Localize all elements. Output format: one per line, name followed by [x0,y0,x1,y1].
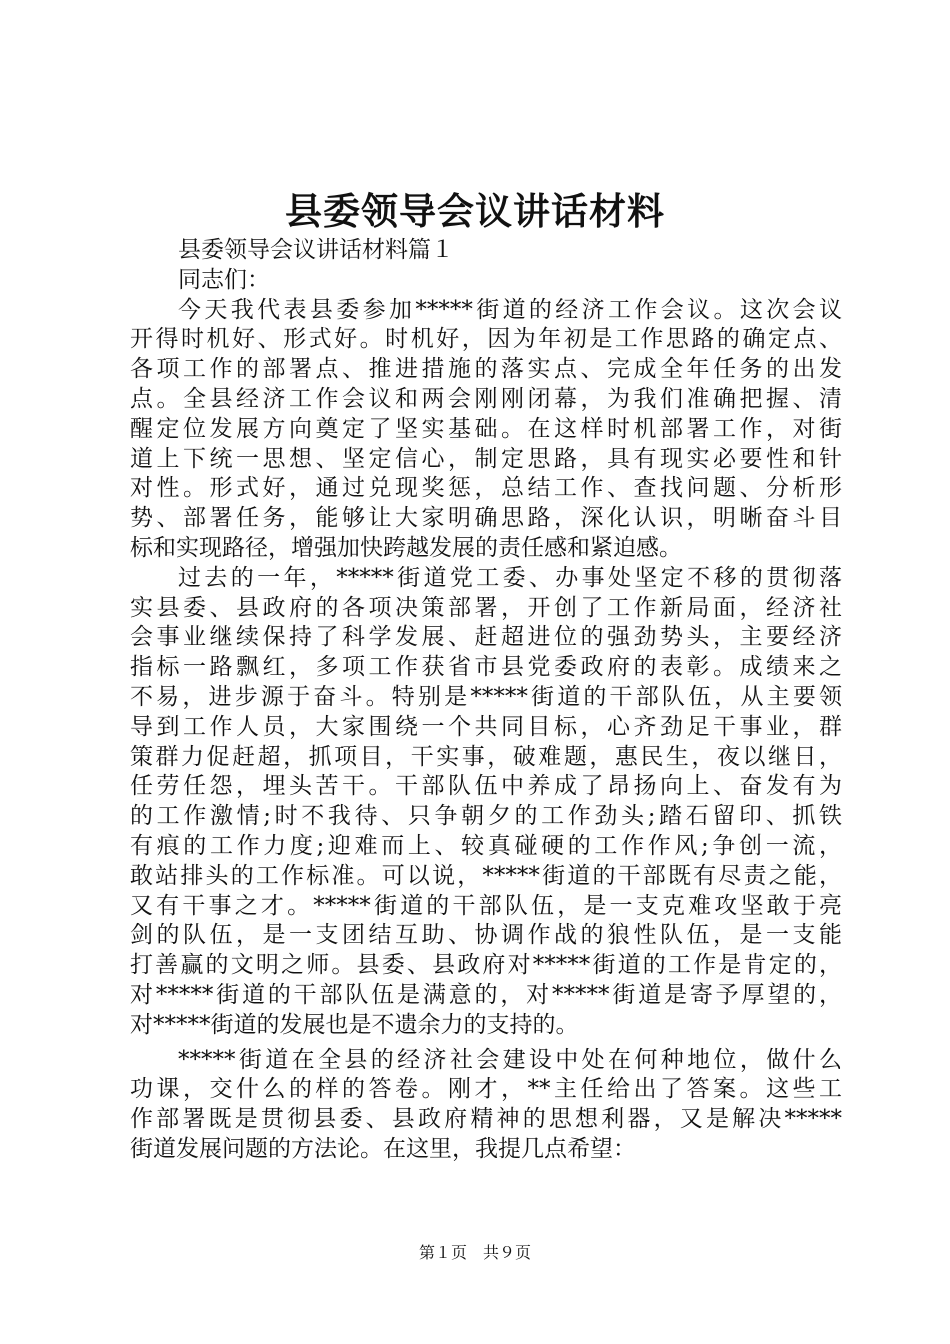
paragraph-line: 的工作激情;时不我待、只争朝夕的工作劲头;踏石留印、抓铁 [130,803,842,830]
paragraph-line: 醒定位发展方向奠定了坚实基础。在这样时机部署工作，对街 [130,415,842,442]
paragraph-line: 策群力促赶超，抓项目，干实事，破难题，惠民生，夜以继日， [130,743,842,770]
section-heading: 县委领导会议讲话材料篇１ [178,237,454,263]
paragraph-line: 对性。形式好，通过兑现奖惩，总结工作、查找问题、分析形 [130,475,842,502]
paragraph-line: 街道发展问题的方法论。在这里，我提几点希望： [130,1135,636,1162]
paragraph-3 [130,1046,842,1165]
paragraph-line: 势、部署任务，能够让大家明确思路，深化认识，明晰奋斗目 [130,505,842,532]
paragraph-line: 点。全县经济工作会议和两会刚刚闭幕，为我们准确把握、清 [130,385,842,412]
paragraph-line: 各项工作的部署点、推进措施的落实点、完成全年任务的出发 [130,356,842,383]
paragraph-line: 敢站排头的工作标准。可以说，*****街道的干部既有尽责之能， [130,862,842,889]
paragraph-line: 导到工作人员，大家围绕一个共同目标，心齐劲足干事业，群 [130,713,842,740]
page-number: 第１页 共９页 [418,1243,531,1262]
salutation: 同志们： [178,266,270,293]
paragraph-line: 实县委、县政府的各项决策部署，开创了工作新局面，经济社 [130,594,842,621]
paragraph-1 [130,296,842,564]
paragraph-line: 打善赢的文明之师。县委、县政府对*****街道的工作是肯定的， [130,952,842,979]
paragraph-line: 对*****街道的发展也是不遗余力的支持的。 [130,1011,579,1038]
paragraph-line: 指标一路飘红，多项工作获省市县党委政府的表彰。成绩来之 [130,654,842,681]
document-title: 县委领导会议讲话材料 [285,189,665,233]
paragraph-line: 今天我代表县委参加*****街道的经济工作会议。这次会议 [178,296,842,323]
paragraph-line: 有痕的工作力度;迎难而上、较真碰硬的工作作风;争创一流， [130,832,842,859]
paragraph-line: 标和实现路径，增强加快跨越发展的责任感和紧迫感。 [130,534,682,561]
paragraph-line: 任劳任怨，埋头苦干。干部队伍中养成了昂扬向上、奋发有为 [130,773,842,800]
paragraph-line: 剑的队伍，是一支团结互助、协调作战的狼性队伍，是一支能 [130,922,842,949]
paragraph-line: 道上下统一思想、坚定信心，制定思路，具有现实必要性和针 [130,445,842,472]
paragraph-line: 过去的一年，*****街道党工委、办事处坚定不移的贯彻落 [178,564,842,591]
paragraph-line: 开得时机好、形式好。时机好，因为年初是工作思路的确定点、 [130,326,842,353]
paragraph-line: 会事业继续保持了科学发展、赶超进位的强劲势头，主要经济 [130,624,842,651]
paragraph-line: 功课，交什么的样的答卷。刚才，**主任给出了答案。这些工 [130,1076,842,1103]
paragraph-line: 作部署既是贯彻县委、县政府精神的思想利器，又是解决***** [130,1106,842,1133]
paragraph-line: 不易，进步源于奋斗。特别是*****街道的干部队伍，从主要领 [130,683,842,710]
paragraph-2 [130,564,842,1041]
paragraph-line: 又有干事之才。*****街道的干部队伍，是一支克难攻坚敢于亮 [130,892,842,919]
paragraph-line: 对*****街道的干部队伍是满意的，对*****街道是寄予厚望的， [130,981,842,1008]
paragraph-line: *****街道在全县的经济社会建设中处在何种地位，做什么 [178,1046,842,1073]
document-body [130,236,842,1165]
